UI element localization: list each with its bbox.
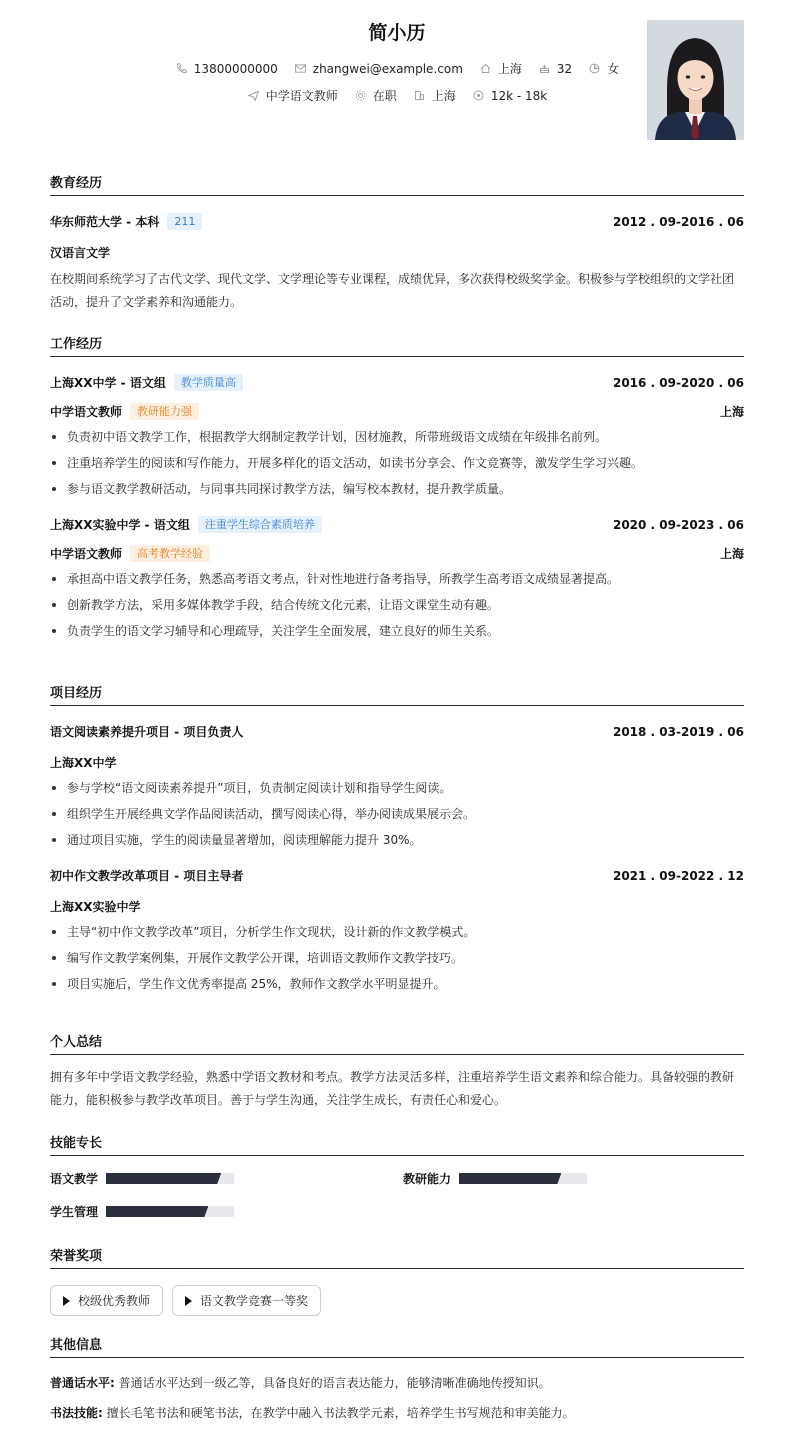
skill-bar-fill <box>106 1206 208 1217</box>
cake-icon <box>538 62 551 75</box>
mail-icon <box>294 62 307 75</box>
target-city-info <box>413 87 456 104</box>
coin-icon <box>472 89 485 102</box>
gender-info <box>588 60 619 77</box>
work-location: 上海 <box>719 405 744 419</box>
skill-bar-fill <box>459 1173 561 1184</box>
other-label: 普通话水平: <box>50 1376 115 1390</box>
work-title: 工作经历 <box>50 333 744 357</box>
school-tag: 211 <box>167 213 202 230</box>
skills-section <box>50 1132 744 1220</box>
award-chip <box>172 1285 321 1316</box>
list-item: 创新教学方法，采用多媒体教学手段，结合传统文化元素，让语文课堂生动有趣。 <box>50 592 744 618</box>
other-title: 其他信息 <box>50 1334 744 1358</box>
summary-section <box>50 1031 744 1112</box>
work-company-tag: 注重学生综合素质培养 <box>198 516 322 533</box>
send-icon <box>247 89 260 102</box>
skill-name: 学生管理 <box>50 1205 99 1219</box>
other-text: 擅长毛笔书法和硬笔书法，在教学中融入书法教学元素，培养学生书写规范和审美能力。 <box>106 1406 575 1420</box>
work-company: 上海XX中学 - 语文组 <box>50 376 166 390</box>
work-position-row <box>50 545 744 562</box>
work-bullets <box>50 424 744 502</box>
school-name: 华东师范大学 - 本科 <box>50 215 160 229</box>
work-position-tag: 教研能力强 <box>130 403 199 420</box>
projects-section <box>50 682 744 997</box>
education-major: 汉语言文学 <box>50 246 111 260</box>
summary-title: 个人总结 <box>50 1031 744 1055</box>
phone-icon <box>175 62 188 75</box>
summary-text: 拥有多年中学语文教学经验，熟悉中学语文教材和考点。教学方法灵活多样，注重培养学生语文素养和综合能力。具备较强的教研能力，能积极参与教学改革项目。善于与学生沟通，关注学生成长，有责任心和爱心。 <box>50 1070 735 1107</box>
other-item <box>50 1398 744 1428</box>
work-position-tag: 高考教学经验 <box>130 545 210 562</box>
project-name: 语文阅读素养提升项目 - 项目负责人 <box>50 725 244 739</box>
status-text: 在职 <box>372 89 397 103</box>
skill-name: 教研能力 <box>403 1172 452 1186</box>
project-org: 上海XX实验中学 <box>50 900 141 914</box>
other-section <box>50 1334 744 1428</box>
project-bullets <box>50 919 744 997</box>
project-item <box>50 867 744 997</box>
salary-info <box>472 89 547 103</box>
candidate-name: 简小历 <box>368 22 426 44</box>
other-text: 普通话水平达到一级乙等，具备良好的语言表达能力，能够清晰准确地传授知识。 <box>118 1376 551 1390</box>
list-item: 负责学生的语文学习辅导和心理疏导，关注学生全面发展，建立良好的师生关系。 <box>50 618 744 644</box>
other-label: 书法技能: <box>50 1406 103 1420</box>
salary-text: 12k - 18k <box>490 88 548 103</box>
list-item: 项目实施后，学生作文优秀率提高 25%，教师作文教学水平明显提升。 <box>50 971 744 997</box>
award-label: 语文教学竞赛一等奖 <box>200 1294 309 1308</box>
award-label: 校级优秀教师 <box>78 1294 151 1308</box>
job-info <box>247 87 338 104</box>
list-item: 参与语文教学教研活动，与同事共同探讨教学方法，编写校本教材，提升教学质量。 <box>50 476 744 502</box>
skill-bar <box>106 1206 234 1217</box>
project-bullets <box>50 775 744 853</box>
project-date: 2021 . 09-2022 . 12 <box>612 868 744 883</box>
work-section <box>50 333 744 644</box>
work-date: 2020 . 09-2023 . 06 <box>612 517 744 532</box>
target-city-text: 上海 <box>431 89 456 103</box>
age-info <box>538 62 572 76</box>
list-item: 承担高中语文教学任务，熟悉高考语文考点，针对性地进行备考指导，所教学生高考语文成绩显著提高。 <box>50 566 744 592</box>
work-company-row <box>50 516 744 533</box>
phone-info <box>175 62 278 76</box>
work-date: 2016 . 09-2020 . 06 <box>612 375 744 390</box>
skill-name: 语文教学 <box>50 1172 99 1186</box>
list-item: 参与学校“语文阅读素养提升”项目，负责制定阅读计划和指导学生阅读。 <box>50 775 744 801</box>
list-item: 通过项目实施，学生的阅读量显著增加，阅读理解能力提升 30%。 <box>50 827 744 853</box>
other-item <box>50 1368 744 1398</box>
phone-text: 13800000000 <box>193 61 278 76</box>
profile-photo <box>647 20 744 140</box>
projects-title: 项目经历 <box>50 682 744 706</box>
skills-grid <box>50 1170 744 1220</box>
education-school-row <box>50 213 744 230</box>
skill-item <box>403 1170 744 1187</box>
education-section <box>50 172 744 314</box>
project-item <box>50 723 744 853</box>
gender-text: 女 <box>607 62 620 76</box>
awards-list <box>50 1285 744 1316</box>
project-name-row <box>50 723 744 740</box>
work-position-row <box>50 403 744 420</box>
list-item: 组织学生开展经典文学作品阅读活动，撰写阅读心得，举办阅读成果展示会。 <box>50 801 744 827</box>
work-location: 上海 <box>719 547 744 561</box>
project-name-row <box>50 867 744 884</box>
work-company-row <box>50 374 744 391</box>
skill-bar <box>459 1173 587 1184</box>
work-bullets <box>50 566 744 644</box>
city-text: 上海 <box>497 62 522 76</box>
job-text: 中学语文教师 <box>265 89 338 103</box>
email-info <box>294 62 463 76</box>
skill-item <box>50 1170 403 1187</box>
education-title: 教育经历 <box>50 172 744 196</box>
work-company: 上海XX实验中学 - 语文组 <box>50 518 190 532</box>
gear-icon <box>354 89 367 102</box>
awards-section <box>50 1245 744 1316</box>
work-item <box>50 516 744 644</box>
age-text: 32 <box>556 61 573 76</box>
intent-row <box>50 87 744 104</box>
contact-row <box>50 60 744 77</box>
project-org: 上海XX中学 <box>50 756 117 770</box>
work-item <box>50 374 744 502</box>
skill-item <box>50 1203 403 1220</box>
home-icon <box>479 62 492 75</box>
status-info <box>354 87 397 104</box>
list-item: 主导“初中作文教学改革”项目，分析学生作文现状，设计新的作文教学模式。 <box>50 919 744 945</box>
work-company-tag: 教学质量高 <box>174 374 243 391</box>
list-item: 注重培养学生的阅读和写作能力，开展多样化的语文活动，如读书分享会、作文竞赛等，激发学生学习兴趣。 <box>50 450 744 476</box>
list-item: 负责初中语文教学工作，根据教学大纲制定教学计划，因材施教，所带班级语文成绩在年级排名前列。 <box>50 424 744 450</box>
resume-header <box>50 0 744 160</box>
city-info <box>479 60 522 77</box>
gender-icon <box>588 62 601 75</box>
building-icon <box>413 89 426 102</box>
play-icon <box>185 1296 192 1306</box>
education-desc: 在校期间系统学习了古代文学、现代文学、文学理论等专业课程，成绩优异，多次获得校级奖学金。积极参与学校组织的文学社团活动，提升了文学素养和沟通能力。 <box>50 272 735 309</box>
play-icon <box>63 1296 70 1306</box>
work-position: 中学语文教师 <box>50 547 123 561</box>
project-date: 2018 . 03-2019 . 06 <box>612 724 744 739</box>
skill-bar-fill <box>106 1173 221 1184</box>
email-text: zhangwei@example.com <box>312 61 463 76</box>
work-position: 中学语文教师 <box>50 405 123 419</box>
award-chip <box>50 1285 163 1316</box>
other-list <box>50 1368 744 1428</box>
skills-title: 技能专长 <box>50 1132 744 1156</box>
skill-bar <box>106 1173 234 1184</box>
education-date: 2012 . 09-2016 . 06 <box>612 214 744 229</box>
awards-title: 荣誉奖项 <box>50 1245 744 1269</box>
project-name: 初中作文教学改革项目 - 项目主导者 <box>50 869 244 883</box>
list-item: 编写作文教学案例集，开展作文教学公开课，培训语文教师作文教学技巧。 <box>50 945 744 971</box>
